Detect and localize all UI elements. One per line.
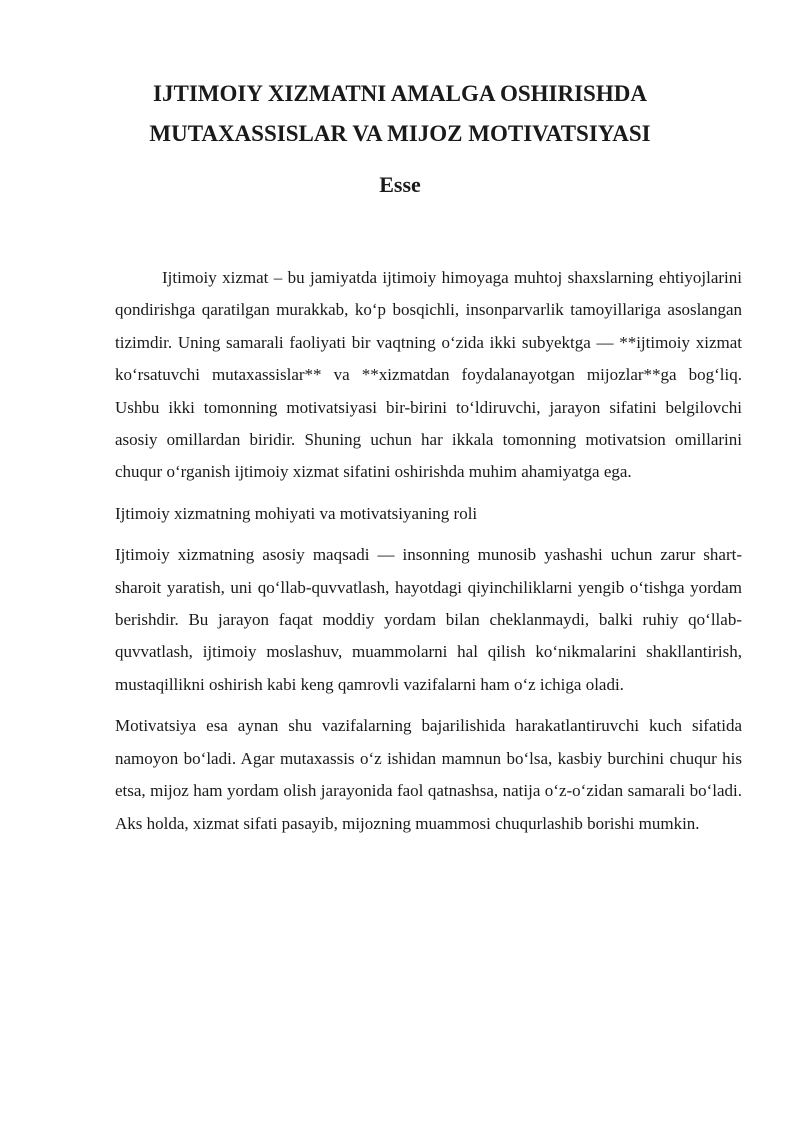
paragraph-intro: Ijtimoiy xizmat – bu jamiyatda ijtimoiy himoyaga muhtoj shaxslarning ehtiyojlarini qondirishga qaratilgan murakkab, koʻp bosqichli, insonparvarlik tamoyillariga asoslangan tizimdir. Uning samarali faoliyati bir vaqtning oʻzida ikki subyektga — **ijtimoiy xizmat koʻrsatuvchi mutaxassislar** va **xizmatdan foydalanayotgan mijozlar**ga bogʻliq. Ushbu ikki tomonning motivatsiyasi bir-birini toʻldiruvchi, jarayon sifatini belgilovchi asosiy omillardan biridir. Shuning uchun har ikkala tomonning motivatsion omillarini chuqur oʻrganish ijtimoiy xizmat sifatini oshirishda muhim ahamiyatga ega.	[115, 268, 742, 482]
paragraph-motivation: Motivatsiya esa aynan shu vazifalarning bajarilishida harakatlantiruvchi kuch sifatida namoyon boʻladi. Agar mutaxassis oʻz ishidan mamnun boʻlsa, kasbiy burchini chuqur his etsa, mijoz ham yordam olish jarayonida faol qatnashsa, natija oʻz-oʻzidan samarali boʻladi. Aks holda, xizmat sifati pasayib, mijozning muammosi chuqurlashib borishi mumkin.	[115, 716, 742, 833]
paragraph-purpose: Ijtimoiy xizmatning asosiy maqsadi — insonning munosib yashashi uchun zarur shart-sharoit yaratish, uni qoʻllab-quvvatlash, hayotdagi qiyinchiliklarni yengib oʻtishga yordam berishdir. Bu jarayon faqat moddiy yordam bilan cheklanmaydi, balki ruhiy qoʻllab-quvvatlash, ijtimoiy moslashuv, muammolarni hal qilish koʻnikmalarini shakllantirish, mustaqillikni oshirish kabi keng qamrovli vazifalarni ham oʻz ichiga oladi.	[115, 545, 742, 694]
section-heading: Ijtimoiy xizmatning mohiyati va motivatsiyaning roli	[115, 503, 478, 523]
document-title: IJTIMOIY XIZMATNI AMALGA OSHIRISHDA MUTAXASSISLAR VA MIJOZ MOTIVATSIYASI	[149, 81, 651, 146]
document-body	[115, 262, 742, 849]
document-subtitle: Esse	[379, 172, 421, 197]
